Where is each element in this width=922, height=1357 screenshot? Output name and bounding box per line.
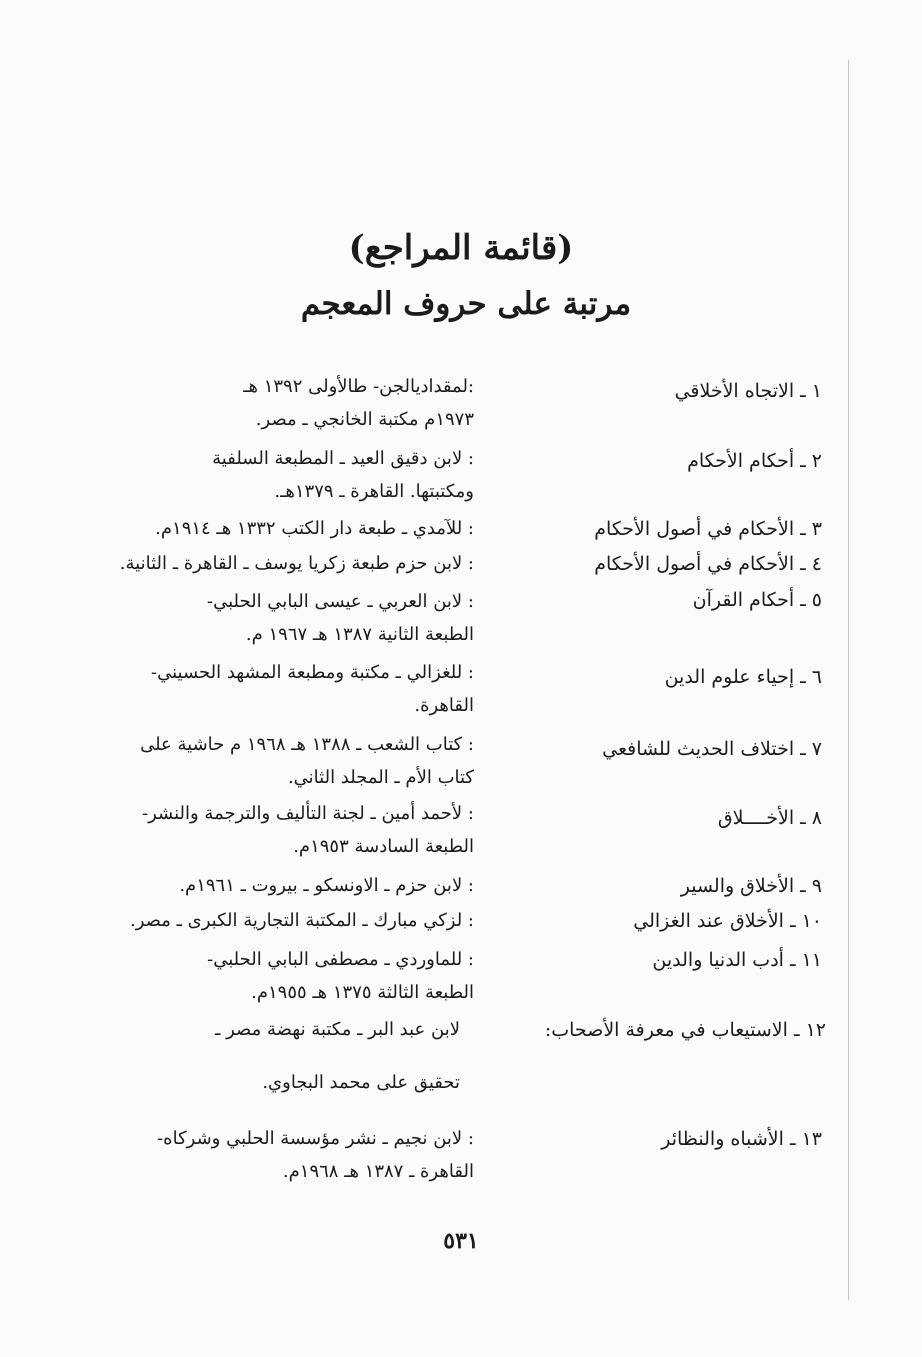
- reference-details: [124, 728, 474, 794]
- reference-detail-line: : للماوردي ـ مصطفى البابي الحلبي-: [207, 949, 474, 970]
- reference-detail-line: : كتاب الشعب ـ ١٣٨٨ هـ ١٩٦٨ م حاشية على: [140, 734, 474, 755]
- reference-title: ٧ ـ اختلاف الحديث للشافعي: [602, 738, 822, 760]
- reference-details: [124, 512, 474, 545]
- reference-detail-line: ومكتبتها. القاهرة ـ ١٣٧٩هـ.: [274, 481, 474, 502]
- reference-details: [124, 869, 474, 902]
- reference-detail-line: : لزكي مبارك ـ المكتبة التجارية الكبرى ـ مصر.: [130, 910, 474, 931]
- reference-details: [124, 1122, 474, 1188]
- reference-title: ٦ ـ إحياء علوم الدين: [664, 666, 822, 688]
- reference-detail-line: الطبعة السادسة ١٩٥٣م.: [293, 836, 474, 857]
- reference-detail-line: : للغزالي ـ مكتبة ومطبعة المشهد الحسيني-: [151, 662, 474, 683]
- reference-title: ١٢ ـ الاستيعاب في معرفة الأصحاب:: [544, 1019, 826, 1041]
- reference-details: [124, 585, 474, 651]
- reference-title: ٤ ـ الأحكام في أصول الأحكام: [594, 553, 822, 575]
- reference-title: ١ ـ الاتجاه الأخلاقي: [674, 380, 822, 402]
- reference-detail-line: القاهرة ـ ١٣٨٧ هـ ١٩٦٨م.: [282, 1161, 474, 1182]
- reference-title: ٢ ـ أحكام الأحكام: [687, 450, 822, 472]
- reference-detail-line: : لابن حزم ـ الاونسكو ـ بيروت ـ ١٩٦١م.: [179, 875, 474, 896]
- reference-detail-line: [110, 1046, 460, 1066]
- reference-detail-line: : لابن دقيق العيد ـ المطبعة السلفية: [212, 448, 474, 469]
- reference-title: ٩ ـ الأخلاق والسير: [680, 875, 822, 897]
- reference-detail-line: الطبعة الثالثة ١٣٧٥ هـ ١٩٥٥م.: [251, 982, 474, 1003]
- reference-detail-line: كتاب الأم ـ المجلد الثاني.: [287, 767, 474, 788]
- reference-title: ١٣ ـ الأشباه والنظائر: [661, 1128, 822, 1150]
- reference-detail-line: : لابن العربي ـ عيسى البابي الحلبي-: [207, 591, 474, 612]
- reference-detail-line: ١٩٧٣م مكتبة الخانجي ـ مصر.: [255, 409, 474, 430]
- reference-detail-line: الطبعة الثانية ١٣٨٧ هـ ١٩٦٧ م.: [245, 624, 474, 645]
- reference-detail-line: القاهرة.: [414, 695, 474, 716]
- page-title: (قائمة المراجع): [348, 228, 574, 268]
- reference-detail-line: تحقيق على محمد البجاوي.: [262, 1072, 460, 1093]
- page-number: ٥٣١: [443, 1228, 479, 1254]
- reference-details: [124, 656, 474, 722]
- reference-detail-line: : لأحمد أمين ـ لجنة التأليف والترجمة والنشر-: [142, 803, 474, 824]
- reference-details: [124, 904, 474, 937]
- reference-details: [124, 442, 474, 508]
- reference-detail-line: :لمقداديالجن- طالأولى ١٣٩٢ هـ: [243, 376, 474, 397]
- reference-details: [124, 943, 474, 1009]
- reference-details: [124, 797, 474, 863]
- page-subtitle: مرتبة على حروف المعجم: [300, 286, 632, 322]
- reference-title: ١١ ـ أدب الدنيا والدين: [652, 949, 822, 971]
- reference-title: ٥ ـ أحكام القرآن: [692, 589, 822, 611]
- reference-details: [119, 547, 474, 580]
- reference-detail-line: : للآمدي ـ طبعة دار الكتب ١٣٣٢ هـ ١٩١٤م.: [155, 518, 474, 539]
- reference-detail-line: لابن عبد البر ـ مكتبة نهضة مصر ـ: [215, 1019, 460, 1040]
- reference-detail-line: : لابن حزم طبعة زكريا يوسف ـ القاهرة ـ الثانية.: [119, 553, 474, 574]
- reference-details: [110, 1013, 460, 1099]
- reference-detail-line: : لابن نجيم ـ نشر مؤسسة الحلبي وشركاه-: [157, 1128, 474, 1149]
- reference-title: ٣ ـ الأحكام في أصول الأحكام: [594, 518, 822, 540]
- reference-title: ١٠ ـ الأخلاق عند الغزالي: [633, 910, 822, 932]
- reference-details: [124, 370, 474, 436]
- reference-title: ٨ ـ الأخــــلاق: [717, 807, 822, 829]
